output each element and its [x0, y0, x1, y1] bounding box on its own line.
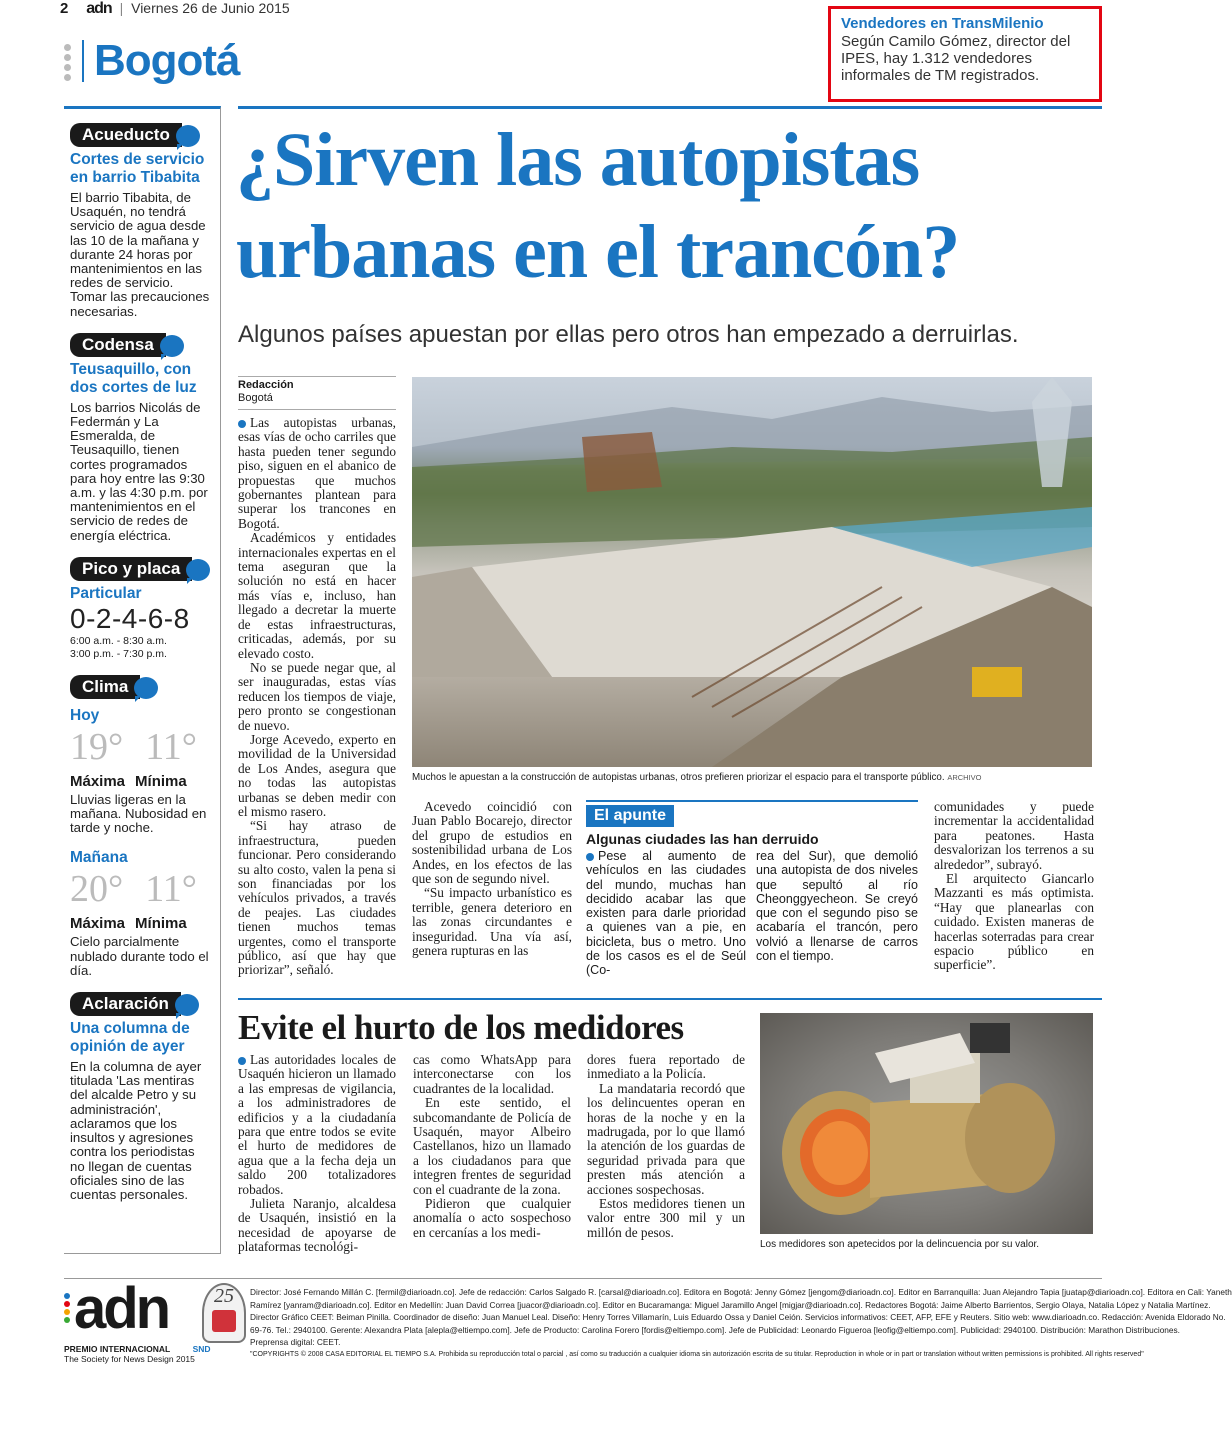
- sidebar-label-clima: Clima: [70, 675, 140, 699]
- sidebar-aclaracion: [70, 992, 212, 1202]
- main-col-1: [238, 416, 396, 978]
- bullet-icon: [586, 853, 594, 861]
- header-divider: |: [119, 0, 124, 16]
- clima-today-label: Hoy: [70, 706, 100, 724]
- paragraph: comunidades y puede incrementar la accidentalidad para peatones. Hasta desvalorizan los terrenos a su alrededor”, subrayó.: [934, 799, 1094, 872]
- clima-min-label: Mínima: [135, 772, 187, 790]
- second-top-rule: [238, 998, 1102, 1000]
- headline-line-2: urbanas en el trancón?: [236, 210, 960, 294]
- sidebar-title-aclaracion: Una columna de opinión de ayer: [70, 1020, 190, 1056]
- byline: Redacción: [238, 379, 294, 391]
- speech-bubble-icon: [134, 677, 158, 699]
- credits-line-3: Director Gráfico CEET: Beiman Pinilla. Coordinador de diseño: Juan Manuel Leal. Diseño: Henry Torres Villamarín, Luis Eduardo Ossa y Daniel Ceión. Servicios informativos: CEET, AFP, EFE y Reuters. Sitio web: www.diarioadn.co. Redacción: Avenida Eldorado No.: [250, 1312, 1226, 1322]
- second-headline: Evite el hurto de los medidores: [238, 1008, 684, 1047]
- paragraph: Las autoridades locales de Usaquén hicieron un llamado a las empresas de vigilancia, a los administradores de edificios y a la ciudadanía para que entre todos se evite el hurto de medidores de agua que a la fecha deja un saldo 200 totalizadores robados.: [238, 1052, 396, 1197]
- paragraph: Jorge Acevedo, experto en movilidad de la Universidad de Los Andes, asegura que no todas las autopistas urbanas se deben medir con el mismo rasero.: [238, 731, 396, 819]
- footer-credits: [250, 1286, 1232, 1361]
- sidebar-text-acueducto: El barrio Tibabita, de Usaquén, no tendrá servicio de agua desde las 10 de la mañana y durante 24 horas por mantenimientos en las redes de servicio. Tomar las precauciones necesarias.: [70, 190, 210, 319]
- sidebar-pico: [70, 557, 212, 661]
- speech-bubble-icon: [175, 994, 199, 1016]
- footer-logo-block: [64, 1276, 244, 1385]
- paragraph: “Su impacto urbanístico es terrible, genera deterioro en las zonas circundantes e inseguridad. Una vía así, genera rupturas en las: [412, 885, 572, 959]
- credits-line-4: 69-76. Tel.: 2940100. Gerente: Alexandra Plata [alepla@eltiempo.com]. Jefe de Producto: Carolina Forero [fordis@eltiempo.com]. Jefe de Publicidad: Leonardo Figueroa [leofig@eltiempo.com]. Publicidad: 2940100. Distribución: Marathon Distribuciones.: [250, 1324, 1180, 1335]
- footer-logo: adn: [74, 1276, 169, 1341]
- clima-today-labels: [70, 773, 212, 790]
- credits-line-5: Preprensa digital: CEET.: [250, 1337, 341, 1347]
- photo-credit: ARCHIVO: [947, 773, 982, 782]
- clima-tomorrow-min: 11°: [145, 868, 197, 911]
- clima-today-min: 11°: [145, 725, 197, 768]
- clima-tomorrow-text: Cielo parcialmente nublado durante todo el día.: [70, 934, 209, 978]
- headline-line-1: ¿Sirven las autopistas: [236, 118, 920, 202]
- clima-tomorrow-max: 20°: [70, 868, 124, 911]
- highlight-text: Según Camilo Gómez, director del IPES, hay 1.312 vendedores informales de TM registrados.: [841, 33, 1071, 84]
- highlight-title: Vendedores en TransMilenio: [841, 15, 1044, 32]
- award-line-1: PREMIO INTERNACIONAL: [64, 1344, 171, 1354]
- main-photo-caption: Muchos le apuestan a la construcción de autopistas urbanas, otros prefieren priorizar el espacio para el transporte público. ARCHIVO: [412, 772, 982, 783]
- sidebar-clima: [70, 675, 212, 978]
- second-col-3: [587, 1053, 745, 1240]
- sidebar-title-acueducto: Cortes de servicio en barrio Tibabita: [70, 151, 205, 186]
- clima-tomorrow-temps: [70, 867, 212, 911]
- clima-tomorrow-label: Mañana: [70, 849, 128, 867]
- second-col-1: [238, 1053, 396, 1255]
- paragraph: Pidieron que cualquier anomalía o acto sospechoso en cercanías a los medi-: [413, 1196, 571, 1240]
- sidebar: [64, 106, 221, 1254]
- anniversary-badge: [202, 1283, 246, 1343]
- paragraph: La mandataria recordó que los delincuentes operan en horas de la noche y en la madrugada, por lo que llamó la atención de los guardas de seguridad privada para que presten más atención a acciones sospechosas.: [587, 1080, 745, 1197]
- page-number: 2: [60, 0, 69, 17]
- construction-photo-illustration: [412, 377, 1092, 767]
- footer-top-rule: [64, 1278, 1102, 1279]
- paragraph: Estos medidores tienen un valor entre 300 mil y un millón de pesos.: [587, 1196, 745, 1240]
- page-header: [60, 0, 360, 18]
- speech-bubble-icon: [176, 125, 200, 147]
- paragraph: cas como WhatsApp para interconectarse con los cuadrantes de la localidad.: [413, 1052, 571, 1096]
- header-logo: adn: [86, 0, 112, 17]
- clima-today-max: 19°: [70, 725, 124, 768]
- paragraph: El arquitecto Giancarlo Mazzanti es más optimista. “Hay que planearlas con cuidado. Existen maneras de hacerlas soterradas para crear espacio público en superficie”.: [934, 871, 1094, 973]
- sidebar-codensa: [70, 333, 212, 543]
- highlight-box: [828, 6, 1102, 102]
- main-col-3: [934, 800, 1094, 973]
- main-col-2: [412, 800, 572, 958]
- main-headline: [236, 114, 1106, 298]
- meter-photo: [760, 1013, 1093, 1234]
- clima-today-text: Lluvias ligeras en la mañana. Nubosidad en tarde y noche.: [70, 791, 207, 836]
- section-divider: [82, 40, 84, 82]
- award-line-2: The Society for News Design 2015: [64, 1354, 195, 1364]
- paragraph: No se puede negar que, al ser inauguradas, estas vías reducen los tiempos de viaje, pero pronto se congestionan de nuevo.: [238, 659, 396, 733]
- pico-hours-2: 3:00 p.m. - 7:30 p.m.: [70, 647, 167, 660]
- paragraph: Julieta Naranjo, alcaldesa de Usaquén, insistió en la necesidad de apoyarse de plataformas tecnológi-: [238, 1196, 396, 1255]
- meter-photo-caption: Los medidores son apetecidos por la delincuencia por su valor.: [760, 1239, 1040, 1250]
- water-meter-illustration: [760, 1013, 1093, 1234]
- main-photo: [412, 377, 1092, 767]
- sidebar-label-pico: Pico y placa: [70, 557, 192, 581]
- header-date: Viernes 26 de Junio 2015: [131, 0, 290, 16]
- section-dots: [64, 44, 72, 81]
- paragraph: Académicos y entidades internacionales expertas en el tema aseguran que la solución no está en hacer más vías e, incluso, han llegado a decretar la muerte de estas infraestructuras, criticadas, además, por su elevado costo.: [238, 530, 396, 661]
- sidebar-label-codensa: Codensa: [70, 333, 166, 357]
- main-top-rule: [238, 106, 1102, 109]
- bullet-icon: [238, 420, 246, 428]
- speech-bubble-icon: [186, 559, 210, 581]
- apunte-text-a: Pese al aumento de vehículos en las ciudades del mundo, muchas han decidido acabar las que existen para darle prioridad a quienes van a pie, en bicicleta, bus o metro. Uno de los casos es el de Seúl (Co-: [586, 849, 746, 978]
- clima-tomorrow-labels: [70, 915, 212, 932]
- sidebar-label-aclaracion: Aclaración: [70, 992, 181, 1016]
- credits-line-1: Director: José Fernando Millán C. [fermil@diarioadn.co]. Jefe de redacción: Carlos Salgado R. [carsal@diarioadn.co]. Editora en Bogotá: Jenny Gómez [jengom@diarioadn.co]. Editor en Barranquilla: Juan Alejandro Tapia [juatap@diarioadn.co]. Editora en Cali: Yaneth: [250, 1287, 1232, 1297]
- paragraph: Las autopistas urbanas, esas vías de ocho carriles que hasta pueden tener segundo piso, siguen en el abanico de propuestas que muchos gobernantes plantean para superar los trancones en Bogotá.: [238, 415, 396, 531]
- sidebar-label-acueducto: Acueducto: [70, 123, 182, 147]
- award-org: SND: [192, 1344, 211, 1354]
- pico-hours-1: 6:00 a.m. - 8:30 a.m.: [70, 634, 167, 647]
- second-col-2: [413, 1053, 571, 1240]
- clima-min-label: Mínima: [135, 915, 187, 933]
- sidebar-text-aclaracion: En la columna de ayer titulada 'Las mentiras del alcalde Petro y su administración', aclaramos que los insultos y agresiones contra los periodistas no llegan de cuentas oficiales sino de las cuentas personales.: [70, 1059, 202, 1202]
- clima-max-label: Máxima: [70, 772, 126, 790]
- main-subhead: Algunos países apuestan por ellas pero otros han empezado a derruirlas.: [238, 321, 1019, 348]
- byline-block: [238, 376, 396, 410]
- sidebar-title-pico: Particular: [70, 584, 142, 602]
- credits-line-2: Ramírez [yanram@diarioadn.co]. Editor en Medellín: Juan David Correa [juacor@diarioadn.co]. Editor en Bucaramanga: Miguel Jaramillo Angel [migjar@diarioadn.co]. Redactores Bogotá: Jaime Alberto Barrientos, Sergio Olaya, Natalia López y Natalia Martínez.: [250, 1299, 1211, 1310]
- speech-bubble-icon: [160, 335, 184, 357]
- bullet-icon: [238, 1057, 246, 1065]
- apunte-box: [586, 800, 918, 978]
- section-title: Bogotá: [94, 36, 240, 85]
- apunte-title: Algunas ciudades las han derruido: [586, 831, 819, 847]
- sidebar-title-codensa: Teusaquillo, con dos cortes de luz: [70, 360, 197, 396]
- apunte-label: El apunte: [586, 805, 674, 827]
- paragraph: “Si hay atraso de infraestructura, pueden funcionar. Pero considerando su alto costo, valen la pena si son financiadas por los vehículos privados, a través de peajes. Las ciudades tienen muchos temas urgentes, como el transporte público, así que hay que priorizar”, señaló.: [238, 818, 396, 978]
- pico-digits: 0-2-4-6-8: [70, 602, 190, 634]
- sidebar-text-codensa: Los barrios Nicolás de Federmán y La Esmeralda, de Teusaquillo, tienen cortes programados para hoy entre las 9:30 a.m. y las 4:30 p.m. por mantenimientos en el servicio de redes de energía eléctrica.: [70, 399, 208, 543]
- paragraph: Acevedo coincidió con Juan Pablo Bocarejo, director del grupo de estudios en sostenibilidad urbana de Los Andes, en los efectos de las que son de segundo nivel.: [412, 799, 572, 887]
- sidebar-acueducto: [70, 123, 212, 319]
- clima-max-label: Máxima: [70, 915, 126, 933]
- dateline: Bogotá: [238, 392, 273, 404]
- clima-today-temps: [70, 725, 212, 769]
- paragraph: En este sentido, el subcomandante de Policía de Usaquén, mayor Albeiro Castellanos, hizo un llamado a los ciudadanos para que integren frentes de seguridad con el cuadrante de la zona.: [413, 1095, 571, 1197]
- apunte-text-b: rea del Sur), que demolió una autopista de dos niveles que sepultó al río Cheonggyecheon. Se creyó que con el segundo piso se acabaría el trancón, pero volvió a llenarse de carros con el tiempo.: [756, 849, 918, 964]
- paragraph: dores fuera reportado de inmediato a la Policía.: [587, 1052, 745, 1082]
- copyright: "COPYRIGHTS © 2008 CASA EDITORIAL EL TIEMPO S.A. Prohibida su reproducción total o parcial , así como su traducción a cualquier idioma sin autorización escrita de su titular. Reproduction in whole or in part or translation without written permissions is prohibited. All rights reserved": [250, 1350, 1144, 1358]
- anniversary-number: 25: [214, 1285, 234, 1307]
